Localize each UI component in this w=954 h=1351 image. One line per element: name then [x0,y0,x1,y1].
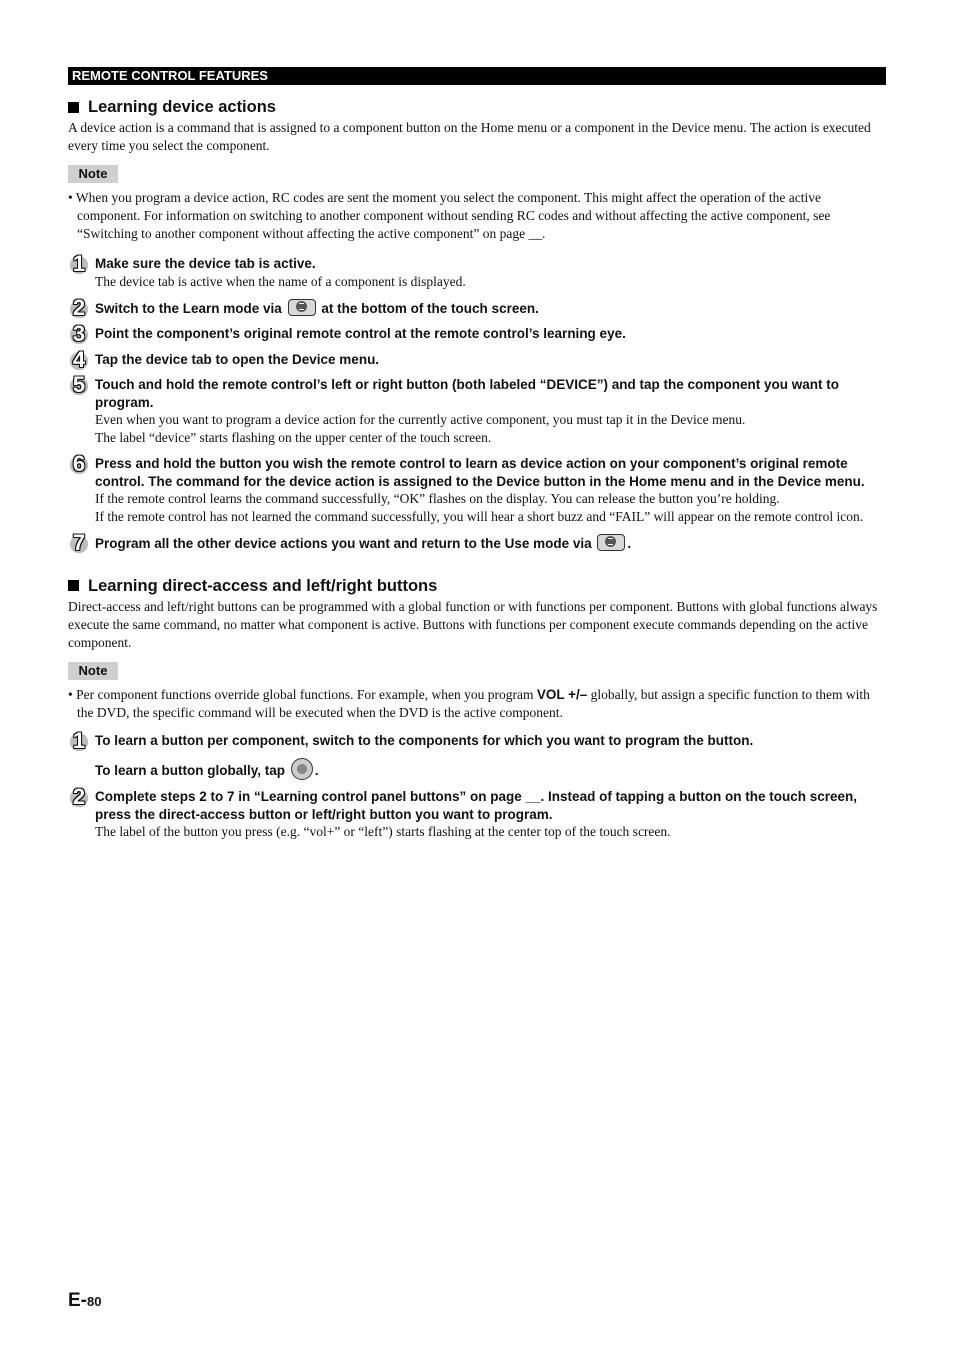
step-title-part: Switch to the Learn mode via [95,300,282,316]
step-title: Complete steps 2 to 7 in “Learning control panel buttons” on page __. Instead of tapping a button on the touch screen, press the direct-access button or left/right button you want to program. [95,789,858,822]
step-2-1 [68,727,886,781]
heading-text: Learning direct-access and left/right buttons [88,576,438,595]
step-title: Tap the device tab to open the Device menu. [95,351,380,367]
square-bullet-icon [68,102,79,113]
global-icon [291,758,313,780]
step-5 [68,372,886,447]
step-body: If the remote control learns the command successfully, “OK” flashes on the display. You can release the button you’re holding. [95,491,780,506]
learn-mode-icon [288,299,316,316]
step-title-part: To learn a button globally, tap [95,763,286,778]
section2-note [68,686,886,722]
section-heading-learning-device-actions [68,96,886,118]
step-2-2 [68,784,886,841]
step-title: Make sure the device tab is active. [95,256,316,271]
step-title [95,299,886,318]
page-prefix: E- [68,1290,87,1311]
use-mode-icon [597,534,625,551]
step-title: To learn a button per component, switch to the components for which you want to program the button. [95,732,754,748]
section1-note: • When you program a device action, RC codes are sent the moment you select the component. This might affect the operation of the active component. For information on switching to another component without sending RC codes and without affecting the active component, see “Switching to another component without affecting the active component” on page __. [68,190,831,241]
step-number: 6 [68,453,90,475]
step-number: 5 [68,374,90,396]
step-title: Press and hold the button you wish the remote control to learn as device action on your component’s original remote control. The command for the device action is assigned to the Device button in the Home menu and in the Device menu. [95,456,865,489]
step-body: The device tab is active when the name of a component is displayed. [95,273,466,289]
page-number-value: 80 [87,1294,102,1309]
page-content [68,96,886,841]
step-number: 2 [68,297,90,319]
step-1 [68,251,886,291]
square-bullet-icon [68,580,79,591]
heading-text: Learning device actions [88,98,276,116]
step-3 [68,321,886,346]
step-body: If the remote control has not learned the command successfully, you will hear a short buzz and “FAIL” will appear on the remote control icon. [95,509,864,524]
section2-intro: Direct-access and left/right buttons can be programmed with a global function or with functions per component. Buttons with global functions always execute the same command, no matter what component is active. Buttons with functions per component execute commands depending on the active component. [68,598,878,650]
step-7 [68,530,886,555]
step-title: Point the component’s original remote control at the remote control’s learning eye. [95,326,626,341]
step-6 [68,451,886,526]
section-header-bar: REMOTE CONTROL FEATURES [68,67,886,85]
step-title: Touch and hold the remote control’s left or right button (both labeled “DEVICE”) and tap the component you want to program. [95,377,839,410]
step-title-part: at the bottom of the touch screen. [321,300,539,316]
step-number: 4 [68,349,90,371]
note-text: globally, but assign a specific function to them with the DVD, the specific command will be executed when the DVD is the active component. [77,686,870,720]
step-number: 1 [68,730,90,752]
note-bold-text: VOL +/– [536,686,588,702]
step-body: Even when you want to program a device action for the currently active component, you must tap it in the Device menu. [95,412,746,427]
step-title-part: . [627,536,632,551]
page-number [68,1290,101,1312]
step-number: 2 [68,786,90,808]
step-number: 1 [68,253,90,275]
step-title-part: . [314,763,319,778]
step-4 [68,346,886,372]
step-number: 7 [68,532,90,554]
step-body: The label “device” starts flashing on the upper center of the touch screen. [95,430,492,445]
note-label: Note [68,165,118,183]
section1-intro: A device action is a command that is assigned to a component button on the Home menu or a component in the Device menu. The action is executed every time you select the component. [68,120,871,153]
step-number: 3 [68,323,90,345]
step-title [95,534,886,553]
note-text: • Per component functions override global functions. For example, when you program [68,686,534,702]
section-heading-learning-direct-access [68,575,886,597]
note-label: Note [68,662,118,680]
step-2 [68,294,886,320]
step-title-secondary [95,758,886,780]
step-title-part: Program all the other device actions you want and return to the Use mode via [95,536,592,551]
step-body: The label of the button you press (e.g. “vol+” or “left”) starts flashing at the center top of the touch screen. [95,824,671,839]
